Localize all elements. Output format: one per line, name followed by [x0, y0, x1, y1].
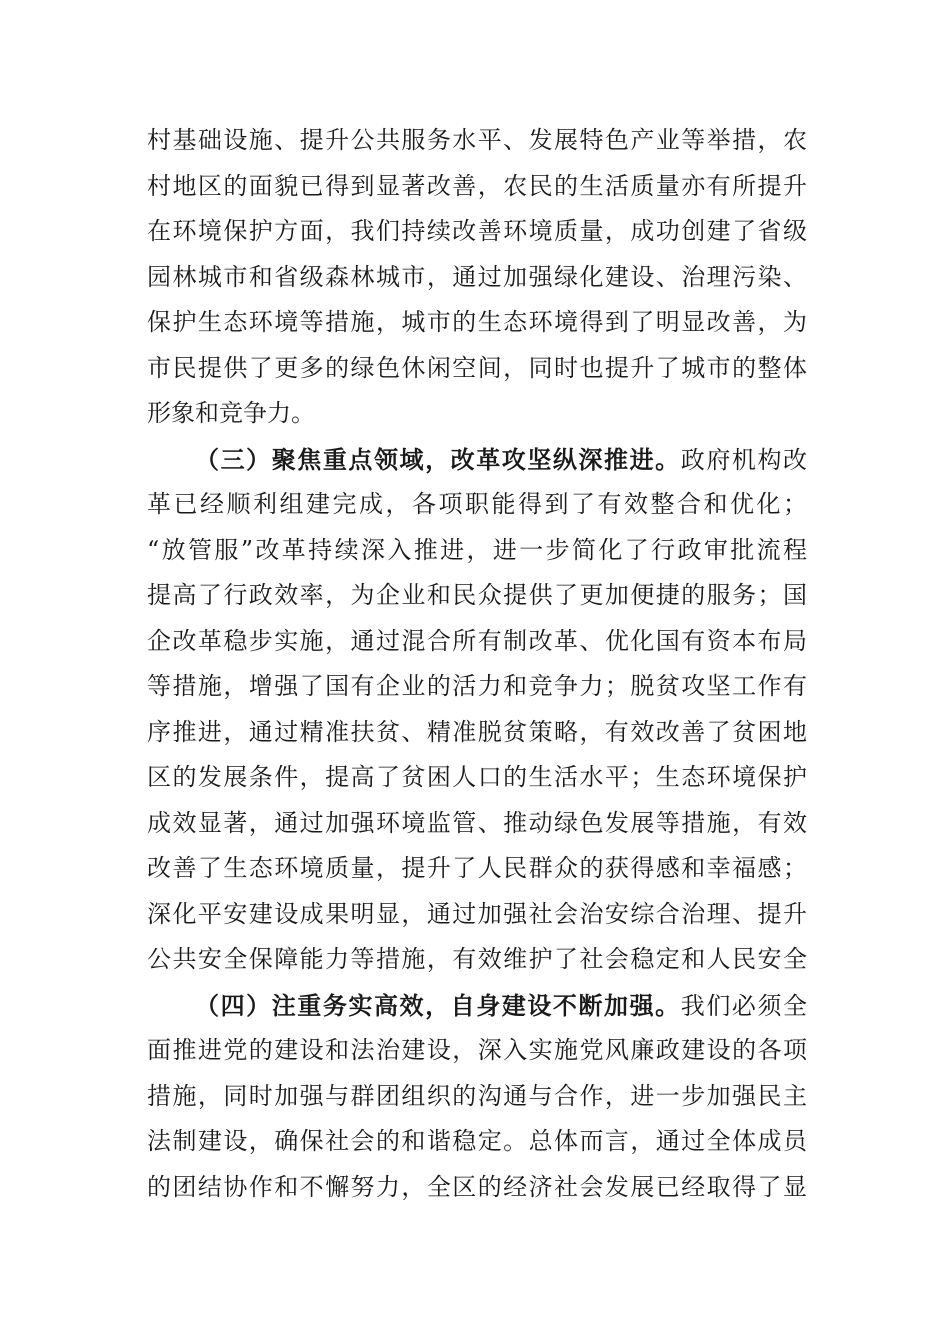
text-line: 公共安全保障能力等措施，有效维护了社会稳定和人民安全: [147, 945, 807, 973]
text-line: 成效显著，通过加强环境监管、推动绿色发展等措施，有效: [147, 808, 807, 837]
text-run: 我们必须全: [680, 991, 808, 1020]
text-line: 革已经顺利组建完成，各项职能得到了有效整合和优化；: [147, 490, 807, 518]
text-line: 提高了行政效率，为企业和民众提供了更加便捷的服务；国: [147, 581, 807, 609]
text-line: 在环境保护方面，我们持续改善环境质量，成功创建了省级: [147, 217, 807, 245]
text-line: 的团结协作和不懈努力，全区的经济社会发展已经取得了显: [147, 1172, 807, 1201]
paragraph-reform: [147, 437, 807, 983]
text-line: 深化平安建设成果明显，通过加强社会治安综合治理、提升: [147, 899, 807, 928]
text-line: 等措施，增强了国有企业的活力和竞争力；脱贫攻坚工作有: [147, 672, 807, 700]
section-heading-reform: （三）聚焦重点领域，改革攻坚纵深推进。: [195, 444, 681, 474]
text-line: [147, 983, 807, 1029]
text-line: “放管服”改革持续深入推进，进一步简化了行政审批流程: [147, 535, 807, 564]
body-text: [147, 118, 807, 1210]
text-line: 改善了生态环境质量，提升了人民群众的获得感和幸福感；: [147, 854, 807, 882]
text-line: 园林城市和省级森林城市，通过加强绿化建设、治理污染、: [147, 262, 807, 291]
text-line: 序推进，通过精准扶贫、精准脱贫策略，有效改善了贫困地: [147, 717, 807, 746]
text-line: 区的发展条件，提高了贫困人口的生活水平；生态环境保护: [147, 763, 807, 791]
text-line: 村基础设施、提升公共服务水平、发展特色产业等举措，农: [147, 126, 807, 154]
section-heading-self-building: （四）注重务实高效，自身建设不断加强。: [195, 990, 681, 1020]
text-line: 市民提供了更多的绿色休闲空间，同时也提升了城市的整体: [147, 353, 807, 382]
text-line: 法制建设，确保社会的和谐稳定。总体而言，通过全体成员: [147, 1127, 807, 1155]
text-run: 政府机构改: [680, 445, 808, 474]
text-line: 面推进党的建设和法治建设，深入实施党风廉政建设的各项: [147, 1036, 807, 1064]
paragraph-self-building: [147, 983, 807, 1211]
text-line: 企改革稳步实施，通过混合所有制改革、优化国有资本布局: [147, 626, 807, 655]
paragraph-environment: [147, 118, 807, 437]
text-line: 村地区的面貌已得到显著改善，农民的生活质量亦有所提升: [147, 171, 807, 200]
text-line: 措施，同时加强与群团组织的沟通与合作，进一步加强民主: [147, 1081, 807, 1110]
text-line: 形象和竞争力。: [147, 399, 315, 427]
text-line: 保护生态环境等措施，城市的生态环境得到了明显改善，为: [147, 308, 807, 336]
text-line: [147, 437, 807, 483]
